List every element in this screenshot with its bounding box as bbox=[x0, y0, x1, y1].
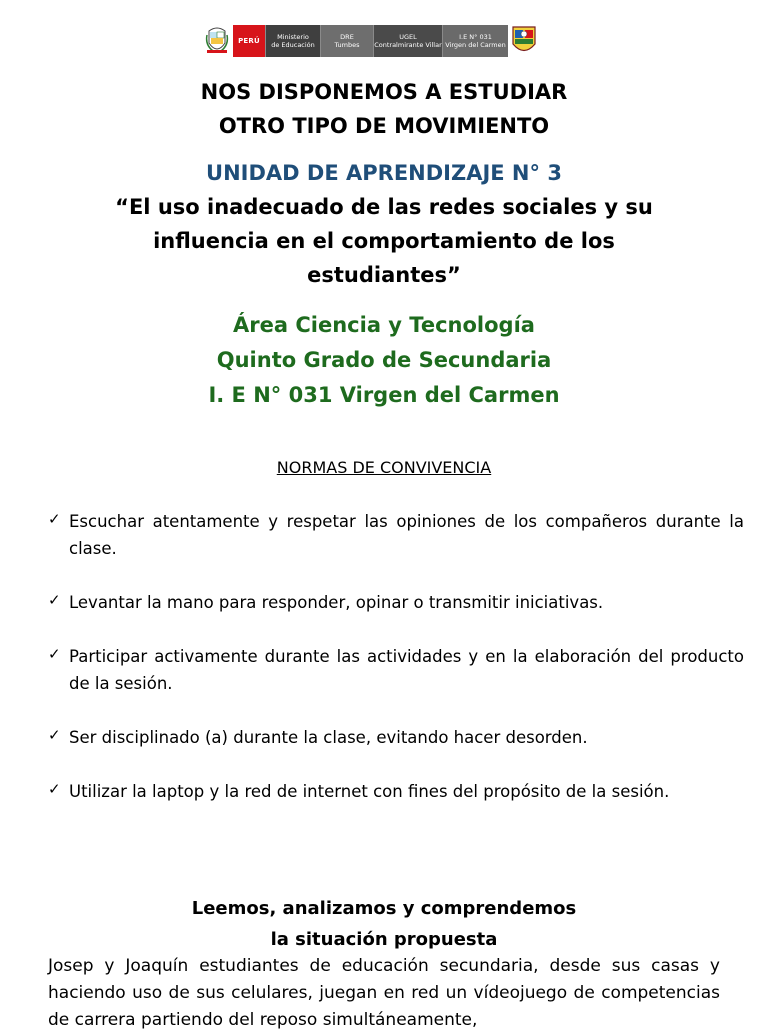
norms-heading: NORMAS DE CONVIVENCIA bbox=[276, 458, 492, 477]
unit-title: UNIDAD DE APRENDIZAJE N° 3 bbox=[206, 161, 562, 185]
main-title: NOS DISPONEMOS A ESTUDIAR OTRO TIPO DE MOVIMIENTO bbox=[200, 80, 568, 138]
grade-label: Quinto Grado de Secundaria bbox=[216, 348, 552, 372]
norms-list bbox=[48, 508, 744, 805]
peru-coat-of-arms-icon bbox=[204, 24, 230, 58]
check-icon: ✓ bbox=[48, 780, 61, 798]
check-icon: ✓ bbox=[48, 510, 61, 528]
list-item: ✓ Participar activamente durante las actividades y en la elaboración del producto de la sesión. bbox=[48, 645, 744, 693]
reading-title: Leemos, analizamos y comprendemos la situación propuesta bbox=[191, 898, 577, 950]
course-info bbox=[0, 308, 768, 413]
check-icon: ✓ bbox=[48, 645, 61, 663]
check-icon: ✓ bbox=[48, 726, 61, 744]
ugel-label: UGEL Contralmirante Villar bbox=[373, 25, 442, 57]
area-label: Área Ciencia y Tecnología bbox=[233, 313, 535, 337]
school-label: I.E N° 031 Virgen del Carmen bbox=[442, 25, 508, 57]
school-name: I. E N° 031 Virgen del Carmen bbox=[208, 383, 560, 407]
school-shield-icon bbox=[511, 24, 537, 58]
peru-label: PERÚ bbox=[233, 25, 265, 57]
ministry-label: Ministerio de Educación bbox=[265, 25, 320, 57]
unit-quote: “El uso inadecuado de las redes sociales y su influencia en el comportamiento de los estudiantes” bbox=[115, 195, 653, 287]
list-item: ✓ Ser disciplinado (a) durante la clase, evitando hacer desorden. bbox=[48, 726, 588, 747]
reading-paragraph: Josep y Joaquín estudiantes de educación secundaria, desde sus casas y haciendo uso de sus celulares, juegan en red un vídeojuego de competencias de carrera partiendo del reposo simultáneamente, bbox=[48, 956, 720, 1030]
list-item: ✓ Utilizar la laptop y la red de internet con fines del propósito de la sesión. bbox=[48, 780, 670, 801]
check-icon: ✓ bbox=[48, 591, 61, 609]
dre-label: DRE Tumbes bbox=[320, 25, 373, 57]
institutional-logo-strip bbox=[204, 22, 554, 60]
list-item: ✓ Escuchar atentamente y respetar las opiniones de los compañeros durante la clase. bbox=[48, 510, 744, 558]
list-item: ✓ Levantar la mano para responder, opinar o transmitir iniciativas. bbox=[48, 591, 604, 612]
